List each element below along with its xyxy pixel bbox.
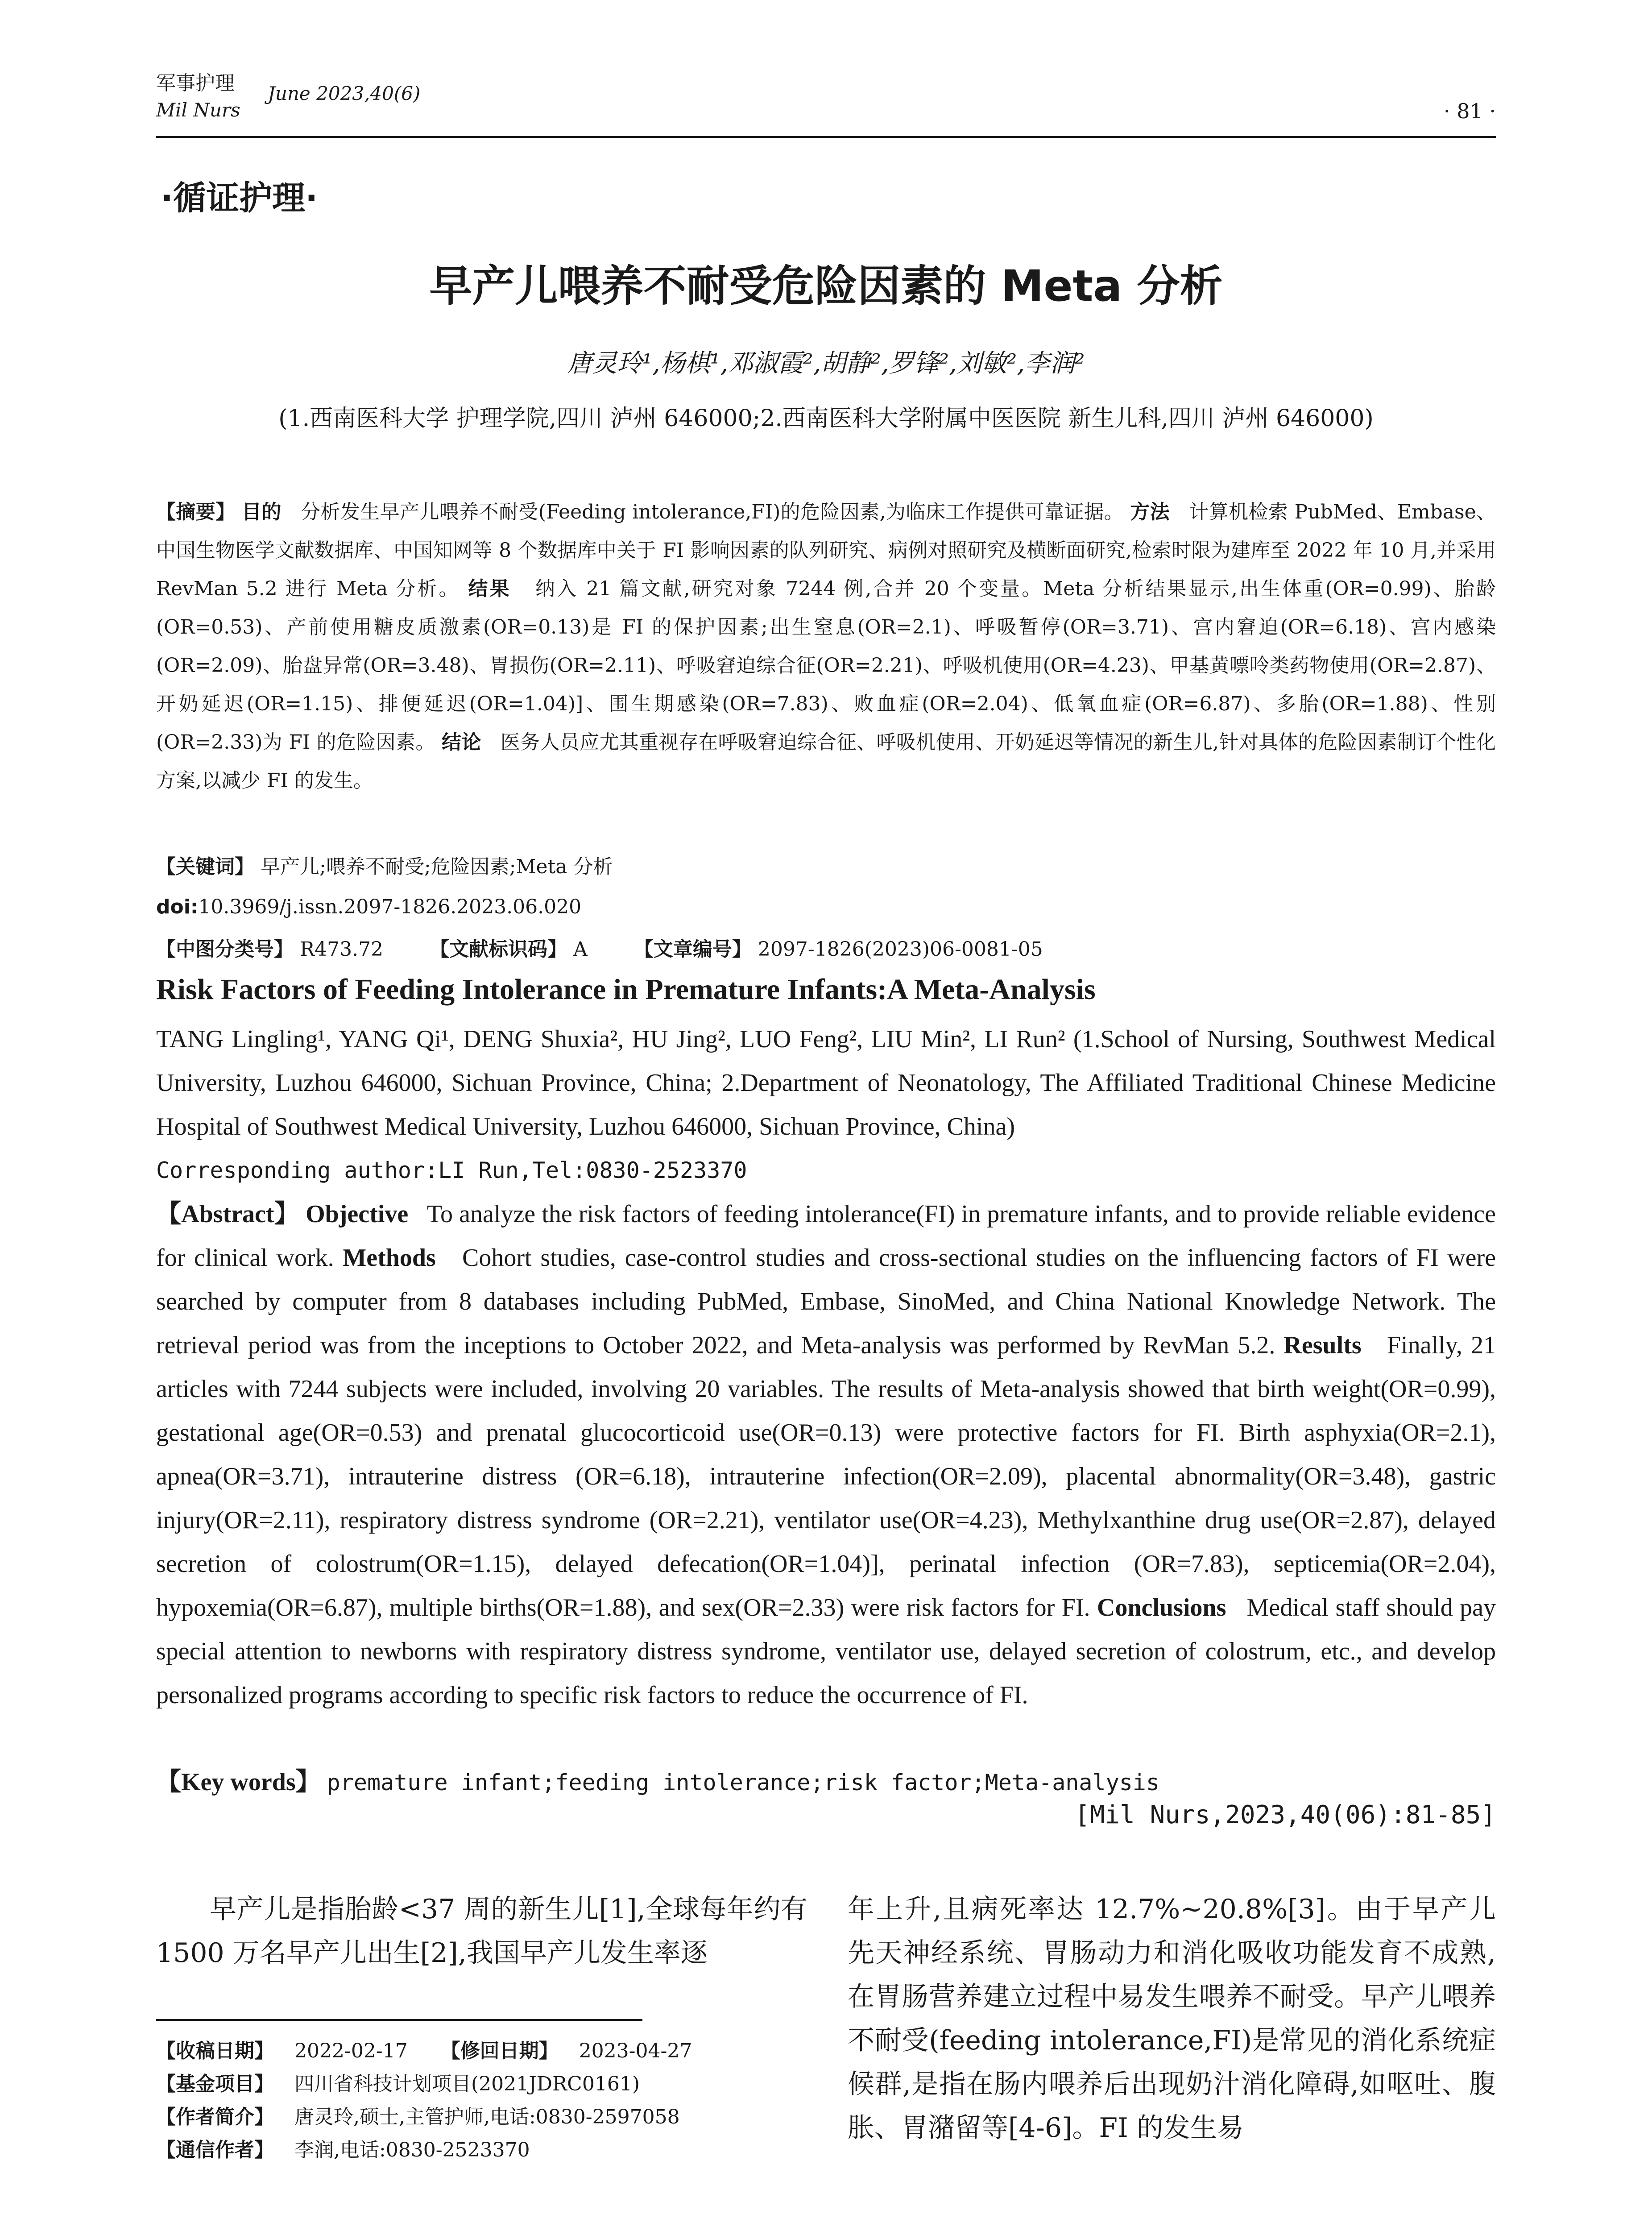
keywords-en-value: premature infant;feeding intolerance;risk factor;Meta-analysis: [327, 1770, 1160, 1796]
journal-issue: June 2023,40(6): [268, 83, 421, 104]
affiliations-cn: (1.西南医科大学 护理学院,四川 泸州 646000;2.西南医科大学附属中医医院 新生儿科,四川 泸州 646000): [278, 405, 1374, 432]
objective-cn-label: 目的: [242, 501, 282, 523]
page-number: · 81 ·: [1443, 99, 1496, 123]
methods-cn: 计算机检索 PubMed、Embase、中国生物医学文献数据库、中国知网等 8 个数据库中关于 FI 影响因素的队列研究、病例对照研究及横断面研究,检索时限为建库至 2022 年 10 月,并采用 RevMan 5.2 进行 Meta 分析。: [156, 501, 1496, 600]
keywords-cn-label: 【关键词】: [156, 855, 254, 878]
keywords-en-label: 【Key words】: [156, 1768, 321, 1796]
results-en: Finally, 21 articles with 7244 subjects were included, involving 20 variables. The results of Meta-analysis showed that birth weight(OR=0.99), gestational age(OR=0.53) and prenatal glucocorticoid use(OR=0.13) were protective factors for FI. Birth asphyxia(OR=2.1), apnea(OR=3.71), intrauterine distress (OR=6.18), intrauterine infection(OR=2.09), placental abnormality(OR=3.48), gastric injury(OR=2.11), respiratory distress syndrome (OR=2.21), ventilator use(OR=4.23), Methylxanthine drug use(OR=2.87), delayed secretion of colostrum(OR=1.15), delayed defecation(OR=1.04)], perinatal infection (OR=7.83), septicemia(OR=2.04), hypoxemia(OR=6.87), multiple births(OR=1.88), and sex(OR=2.33) were risk factors for FI.: [156, 1331, 1496, 1621]
methods-en: Cohort studies, case-control studies and cross-sectional studies on the influencing factors of FI were searched by computer from 8 databases including PubMed, Embase, SinoMed, and China National Knowledge Network. The retrieval period was from the inceptions to October 2022, and Meta-analysis was performed by RevMan 5.2.: [156, 1244, 1496, 1359]
received-date: 2022-02-17: [294, 2040, 408, 2062]
revised-date: 2023-04-27: [579, 2040, 692, 2062]
conclusions-en-label: Conclusions: [1097, 1594, 1226, 1621]
methods-en-label: Methods: [343, 1244, 436, 1272]
fund-label: 【基金项目】: [156, 2073, 274, 2095]
footnote-dates: [156, 2035, 825, 2068]
keywords-cn-value: 早产儿;喂养不耐受;危险因素;Meta 分析: [261, 855, 613, 878]
clc-label: 【中图分类号】: [156, 938, 294, 961]
conclusion-cn: 医务人员应尤其重视存在呼吸窘迫综合征、呼吸机使用、开奶延迟等情况的新生儿,针对具体的危险因素制订个性化方案,以减少 FI 的发生。: [156, 731, 1496, 792]
title-cn: 早产儿喂养不耐受危险因素的 Meta 分析: [429, 261, 1223, 311]
classification-line: [156, 930, 1496, 969]
column-heading: ·循证护理·: [161, 179, 318, 217]
journal-name-cn: 军事护理: [156, 72, 235, 95]
results-cn: 纳入 21 篇文献,研究对象 7244 例,合并 20 个变量。Meta 分析结果显示,出生体重(OR=0.99)、胎龄(OR=0.53)、产前使用糖皮质激素(OR=0.13)是 FI 的保护因素;出生窒息(OR=2.1)、呼吸暂停(OR=3.71)、宫内窘迫(OR=6.18)、宫内感染(OR=2.09)、胎盘异常(OR=3.48)、胃损伤(OR=2.11)、呼吸窘迫综合征(OR=2.21)、呼吸机使用(OR=4.23)、甲基黄嘌呤类药物使用(OR=2.87)、开奶延迟(OR=1.15)、排便延迟(OR=1.04)]、围生期感染(OR=7.83)、败血症(OR=2.04)、低氧血症(OR=6.87)、多胎(OR=1.88)、性别(OR=2.33)为 FI 的危险因素。: [156, 577, 1496, 754]
revised-label: 【修回日期】: [440, 2040, 559, 2062]
keywords-cn: [156, 848, 1496, 886]
methods-cn-label: 方法: [1130, 501, 1170, 523]
footnotes: [156, 2035, 825, 2167]
body-column-left: 早产儿是指胎龄<37 周的新生儿[1],全球每年约有 1500 万名早产儿出生[2],我国早产儿发生率逐: [156, 1894, 807, 1969]
abstract-cn-label: 【摘要】: [156, 501, 236, 523]
conclusions-en: Medical staff should pay special attention to newborns with respiratory distress syndrome, ventilator use, delayed secretion of colostrum, etc., and develop personalized programs according to specific risk factors to reduce the occurrence of FI.: [156, 1594, 1496, 1709]
article-no-value: 2097-1826(2023)06-0081-05: [758, 938, 1043, 961]
citation: [Mil Nurs,2023,40(06):81-85]: [1074, 1800, 1496, 1829]
body-column-right: 年上升,且病死率达 12.7%~20.8%[3]。由于早产儿先天神经系统、胃肠动力和消化吸收功能发育不成熟,在胃肠营养建立过程中易发生喂养不耐受。早产儿喂养不耐受(feeding intolerance,FI)是常见的消化系统症候群,是指在肠内喂养后出现奶汁消化障碍,如呕吐、腹胀、胃潴留等[4-6]。FI 的发生易: [848, 1894, 1496, 2144]
abstract-cn: [156, 493, 1496, 800]
corr-value: 李润,电话:0830-2523370: [294, 2139, 530, 2161]
doi: [156, 888, 1496, 926]
header-rule: [156, 136, 1496, 138]
objective-cn: 分析发生早产儿喂养不耐受(Feeding intolerance,FI)的危险因素,为临床工作提供可靠证据。: [300, 501, 1124, 523]
doi-label: doi:: [156, 896, 199, 918]
keywords-en: [156, 1760, 1496, 1804]
results-cn-label: 结果: [468, 577, 511, 600]
corr-label: 【通信作者】: [156, 2139, 274, 2161]
doc-code-label: 【文献标识码】: [430, 938, 567, 961]
doi-value: 10.3969/j.issn.2097-1826.2023.06.020: [198, 896, 582, 918]
footnote-corresponding: [156, 2134, 825, 2167]
author-bio-value: 唐灵玲,硕士,主管护师,电话:0830-2597058: [294, 2106, 680, 2128]
clc-value: R473.72: [300, 938, 384, 961]
authors-cn: 唐灵玲¹,杨棋¹,邓淑霞²,胡静²,罗锋²,刘敏²,李润²: [567, 349, 1085, 378]
doc-code-value: A: [573, 938, 588, 961]
journal-name-en: Mil Nurs: [156, 99, 240, 121]
corresponding-author: Corresponding author:LI Run,Tel:0830-2523370: [156, 1157, 747, 1183]
footnote-rule: [156, 2019, 642, 2021]
fund-value: 四川省科技计划项目(2021JDRC0161): [294, 2073, 640, 2095]
article-no-label: 【文章编号】: [633, 938, 752, 961]
objective-en: To analyze the risk factors of feeding intolerance(FI) in premature infants, and to provide reliable evidence for clinical work.: [156, 1200, 1496, 1272]
authors-en: TANG Lingling¹, YANG Qi¹, DENG Shuxia², HU Jing², LUO Feng², LIU Min², LI Run² (1.School of Nursing, Southwest Medical University, Luzhou 646000, Sichuan Province, China; 2.Department of Neonatology, The Affiliated Traditional Chinese Medicine Hospital of Southwest Medical University, Luzhou 646000, Sichuan Province, China): [156, 1025, 1496, 1140]
author-bio-label: 【作者简介】: [156, 2106, 274, 2128]
footnote-author: [156, 2101, 825, 2134]
conclusion-cn-label: 结论: [442, 731, 481, 754]
results-en-label: Results: [1284, 1331, 1362, 1359]
footnote-fund: [156, 2068, 825, 2101]
abstract-en-label: 【Abstract】: [156, 1200, 299, 1228]
abstract-en: [156, 1192, 1496, 1717]
objective-en-label: Objective: [306, 1200, 409, 1228]
title-en: Risk Factors of Feeding Intolerance in Premature Infants:A Meta-Analysis: [156, 973, 1096, 1006]
received-label: 【收稿日期】: [156, 2040, 274, 2062]
